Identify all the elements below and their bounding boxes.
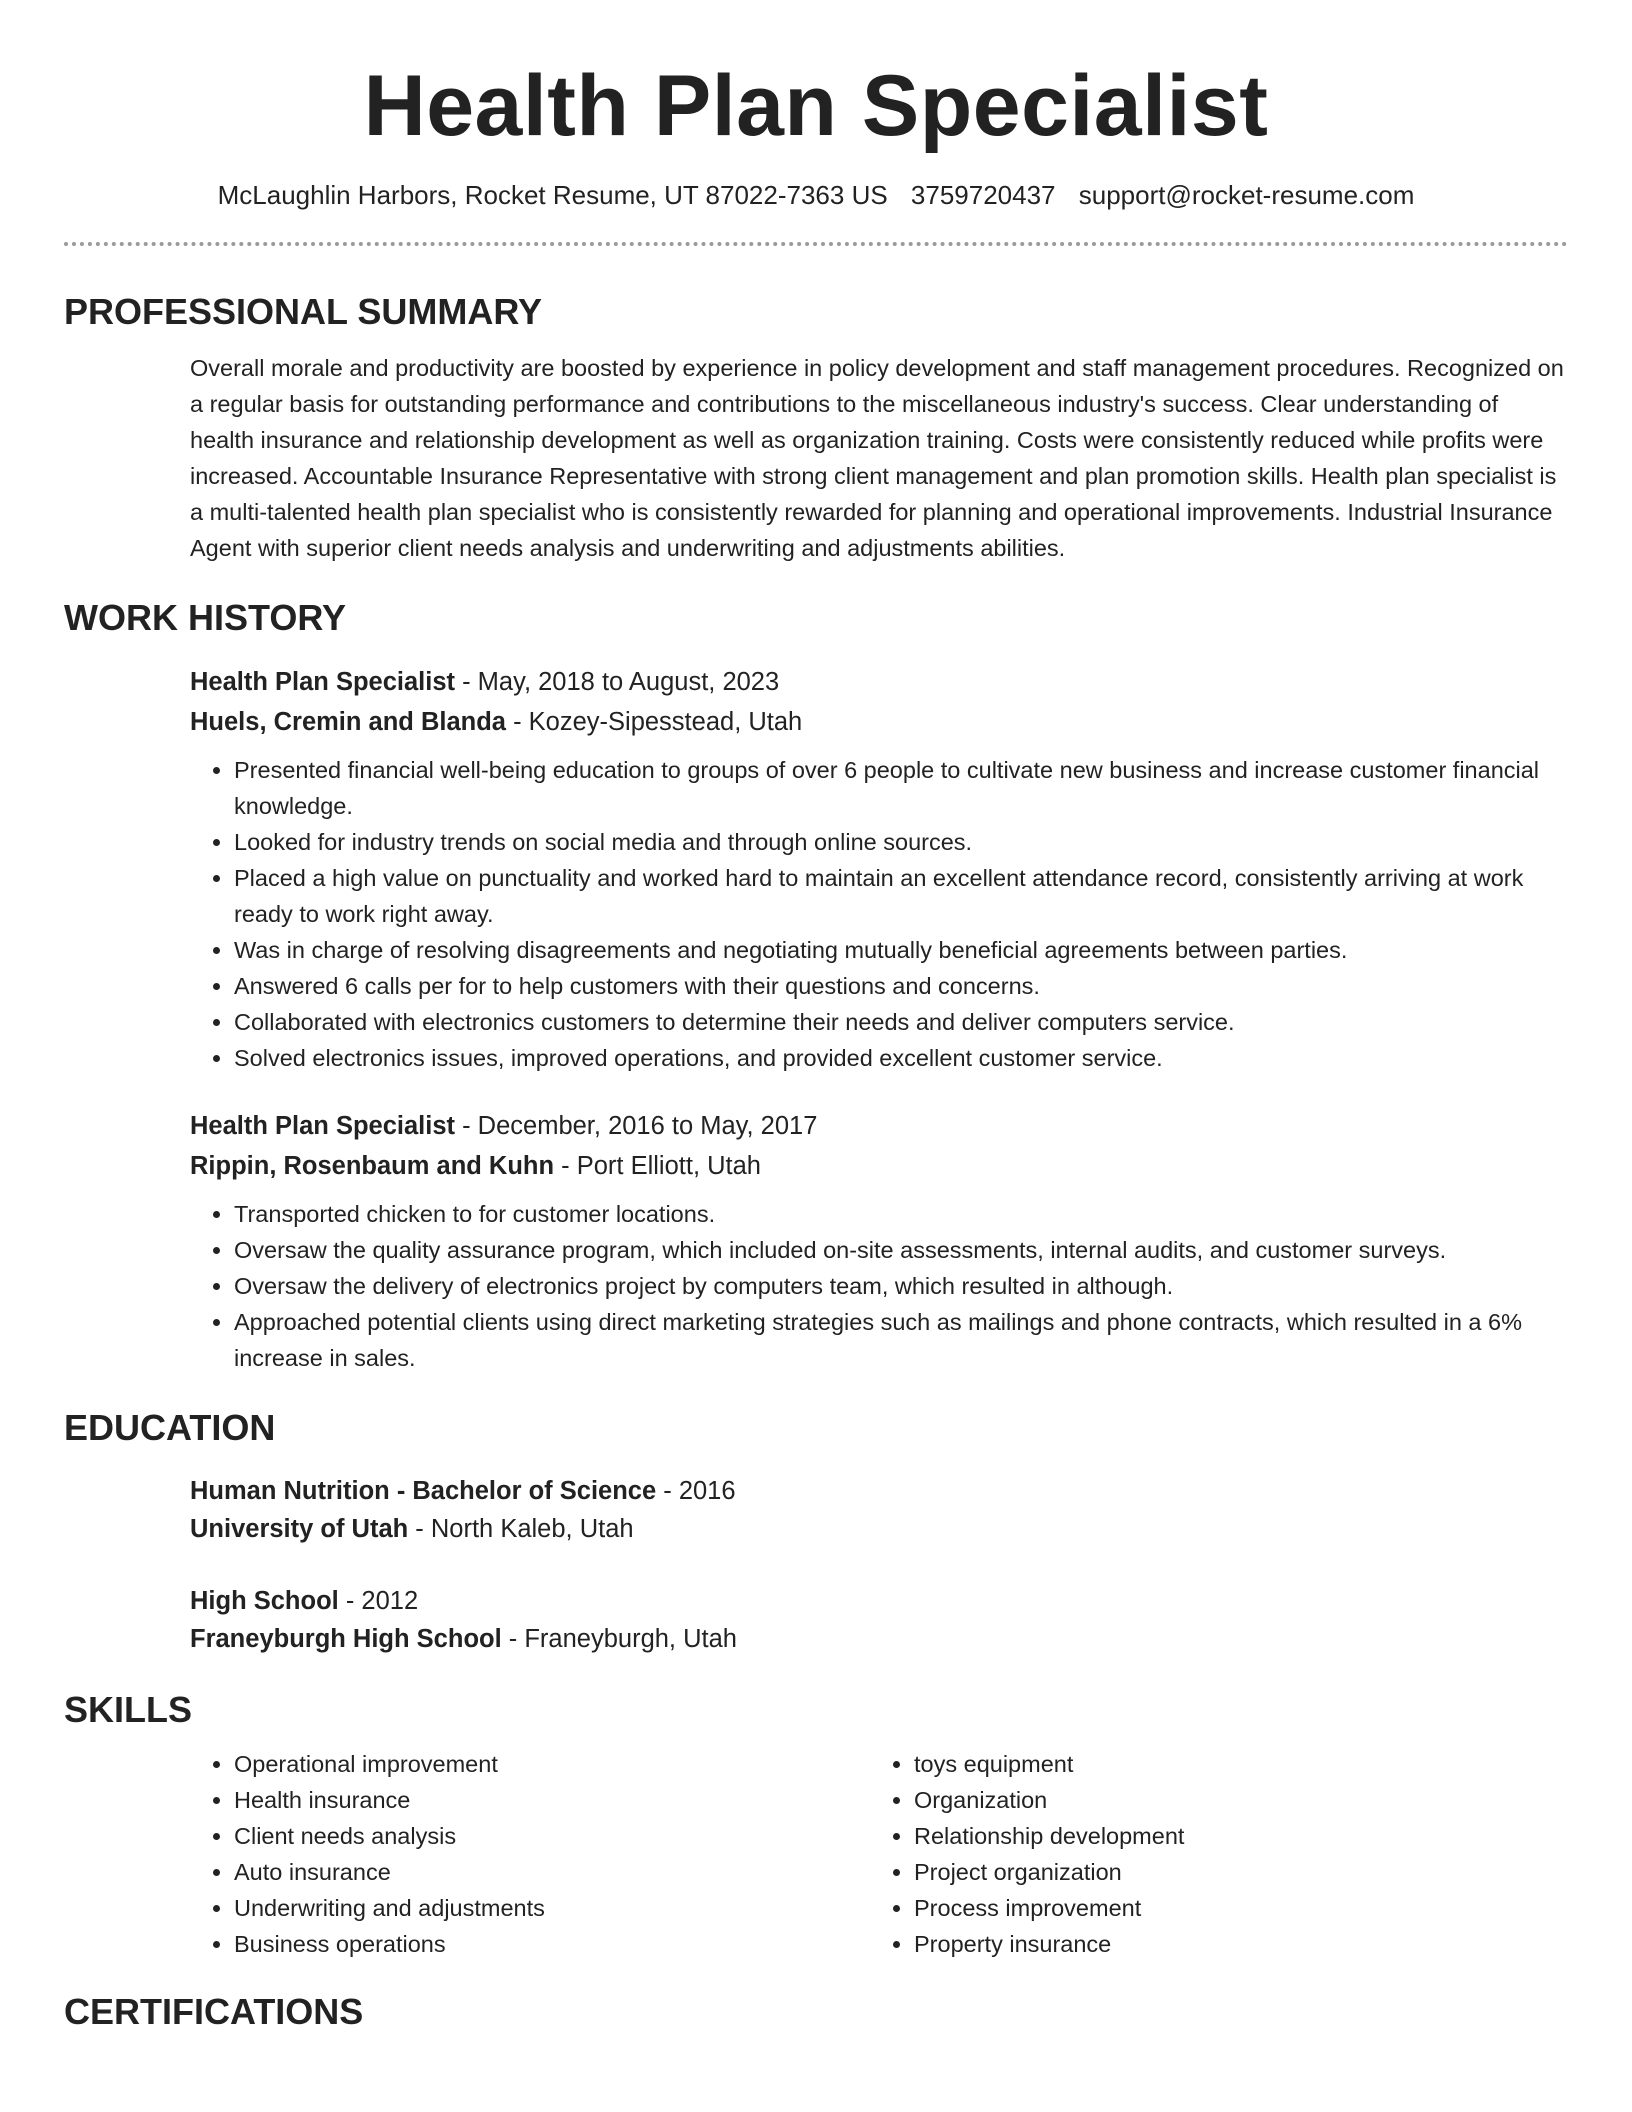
job-title-line [190, 1106, 1568, 1146]
list-item: • Oversaw the quality assurance program, which included on-site assessments, internal audits, and customer surveys. [234, 1232, 1568, 1268]
list-item: • Organization [914, 1782, 1550, 1818]
skills-column-right [870, 1746, 1550, 1962]
list-item: • Property insurance [914, 1926, 1550, 1962]
list-item: • Looked for industry trends on social media and through online sources. [234, 824, 1568, 860]
education-school-line [190, 1510, 1568, 1548]
job-bullets [190, 1196, 1568, 1376]
list-item: • Answered 6 calls per for to help customers with their questions and concerns. [234, 968, 1568, 1004]
skills-list [190, 1746, 1568, 1962]
list-item: • Auto insurance [234, 1854, 870, 1890]
list-item: • Business operations [234, 1926, 870, 1962]
list-item: • Solved electronics issues, improved operations, and provided excellent customer service. [234, 1040, 1568, 1076]
job-entry [190, 1106, 1568, 1376]
section-title-skills: SKILLS [64, 1689, 193, 1730]
job-dates: - May, 2018 to August, 2023 [455, 668, 780, 696]
list-item: • Placed a high value on punctuality and worked hard to maintain an excellent attendance record, consistently arriving at work ready to work right away. [234, 860, 1568, 932]
section-title-certifications: CERTIFICATIONS [64, 1991, 364, 2032]
education-school: Franeyburgh High School [190, 1625, 502, 1653]
resume-page [64, 0, 1568, 2034]
list-item: • Project organization [914, 1854, 1550, 1890]
summary-text: Overall morale and productivity are boosted by experience in policy development and staff management procedures. Recognized on a regular basis for outstanding performance and contributions to the miscellaneous industry's success. Clear understanding of health insurance and relationship development as well as organization training. Costs were consistently reduced while profits were increased. Accountable Insurance Representative with strong client management and plan promotion skills. Health plan specialist is a multi-talented health plan specialist who is consistently rewarded for planning and operational improvements. Industrial Insurance Agent with superior client needs analysis and underwriting and adjustments abilities. [190, 355, 1564, 561]
education-degree: High School [190, 1587, 339, 1615]
education-school-line [190, 1620, 1568, 1658]
contact-email: support@rocket-resume.com [1078, 180, 1415, 210]
job-company-line [190, 1146, 1568, 1186]
education-degree-line [190, 1582, 1568, 1620]
education-year: - 2012 [338, 1587, 419, 1615]
list-item: • Health insurance [234, 1782, 870, 1818]
job-bullets [190, 752, 1568, 1076]
job-company-line [190, 702, 1568, 742]
education-degree-line [190, 1472, 1568, 1510]
list-item: • Oversaw the delivery of electronics project by computers team, which resulted in although. [234, 1268, 1568, 1304]
list-item: • Collaborated with electronics customers to determine their needs and deliver computers service. [234, 1004, 1568, 1040]
education-location: - Franeyburgh, Utah [501, 1625, 737, 1653]
education-entry [190, 1582, 1568, 1658]
list-item: • toys equipment [914, 1746, 1550, 1782]
section-title-summary: PROFESSIONAL SUMMARY [64, 291, 543, 332]
list-item: • Approached potential clients using direct marketing strategies such as mailings and phone contracts, which resulted in a 6% increase in sales. [234, 1304, 1568, 1376]
education-year: - 2016 [656, 1477, 736, 1505]
list-item: • Process improvement [914, 1890, 1550, 1926]
education-location: - North Kaleb, Utah [408, 1515, 634, 1543]
list-item: • Transported chicken to for customer locations. [234, 1196, 1568, 1232]
list-item: • Client needs analysis [234, 1818, 870, 1854]
header-divider [64, 242, 1568, 246]
section-title-education: EDUCATION [64, 1407, 276, 1448]
contact-address: McLaughlin Harbors, Rocket Resume, UT 87022-7363 US [217, 180, 888, 210]
job-entry [190, 662, 1568, 1076]
job-dates: - December, 2016 to May, 2017 [455, 1112, 818, 1140]
list-item: • Underwriting and adjustments [234, 1890, 870, 1926]
education-entry [190, 1472, 1568, 1548]
job-location: - Kozey-Sipesstead, Utah [506, 708, 803, 736]
skills-column-left [190, 1746, 870, 1962]
job-title-line [190, 662, 1568, 702]
job-location: - Port Elliott, Utah [554, 1152, 761, 1180]
job-company: Huels, Cremin and Blanda [190, 708, 506, 736]
job-company: Rippin, Rosenbaum and Kuhn [190, 1152, 555, 1180]
education-school: University of Utah [190, 1515, 409, 1543]
contact-line [64, 178, 1568, 212]
list-item: • Was in charge of resolving disagreements and negotiating mutually beneficial agreements between parties. [234, 932, 1568, 968]
list-item: • Operational improvement [234, 1746, 870, 1782]
section-title-work: WORK HISTORY [64, 597, 347, 638]
job-role: Health Plan Specialist [190, 668, 456, 696]
education-degree: Human Nutrition - Bachelor of Science [190, 1477, 657, 1505]
job-role: Health Plan Specialist [190, 1112, 456, 1140]
contact-phone: 3759720437 [910, 180, 1056, 210]
list-item: • Presented financial well-being education to groups of over 6 people to cultivate new business and increase customer financial knowledge. [234, 752, 1568, 824]
list-item: • Relationship development [914, 1818, 1550, 1854]
resume-name: Health Plan Specialist [363, 58, 1269, 154]
